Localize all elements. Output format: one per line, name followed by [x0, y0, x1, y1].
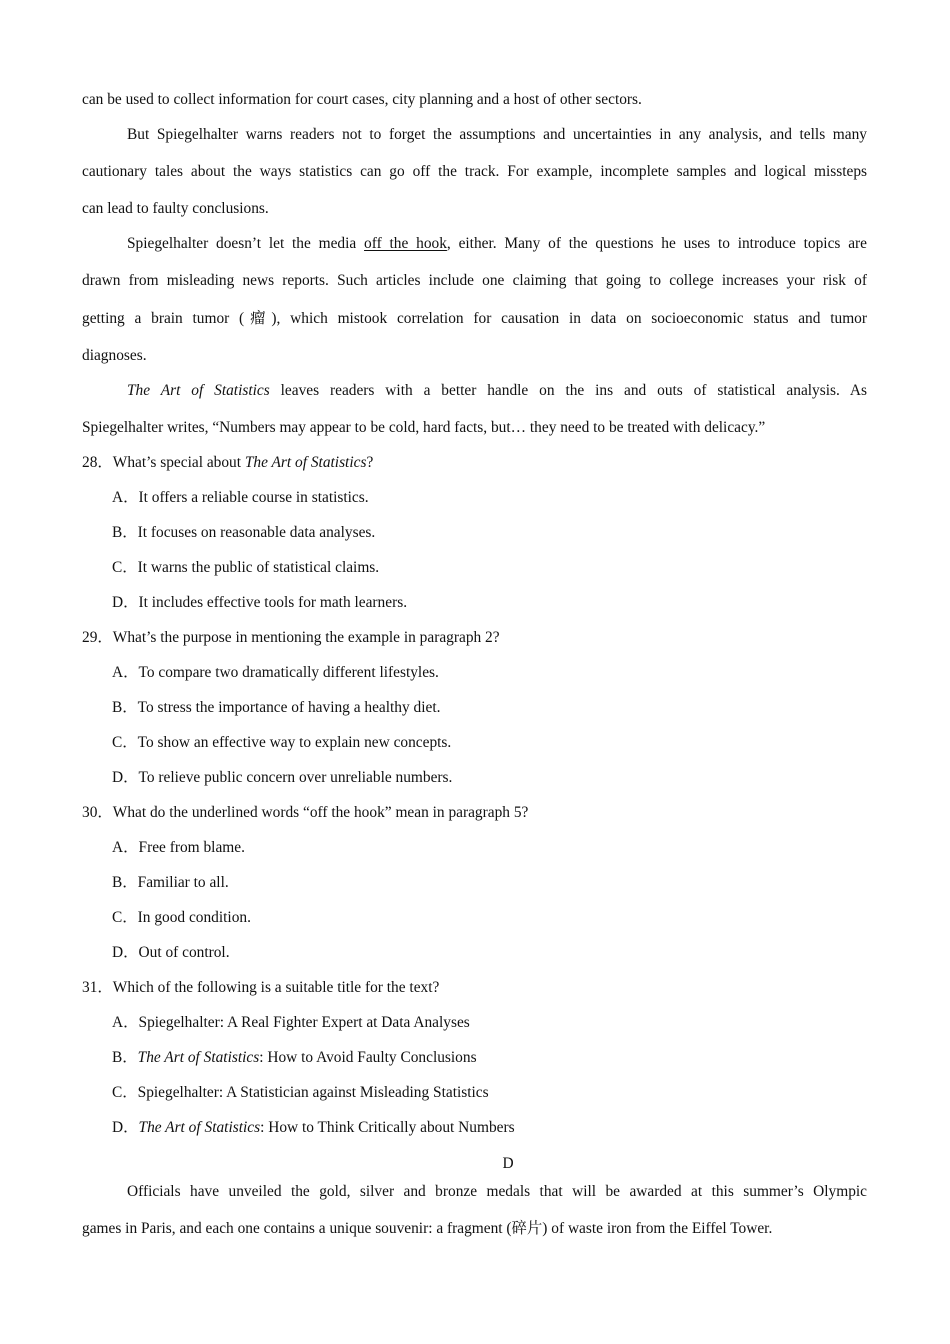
- option-letter: A．: [112, 839, 139, 856]
- option-text: To relieve public concern over unreliable numbers.: [138, 769, 453, 786]
- option-text: To stress the importance of having a healthy diet.: [137, 699, 441, 716]
- option-30-b: [112, 873, 867, 893]
- paragraph-2-line-3: can lead to faulty conclusions.: [82, 200, 269, 217]
- section-heading-d: D: [502, 1155, 514, 1172]
- option-letter: C．: [112, 1084, 138, 1101]
- option-text: Free from blame.: [138, 839, 245, 856]
- paragraph-2-line-1: But Spiegelhalter warns readers not to forget the assumptions and uncertainties in any analysis, and tells many: [127, 126, 867, 143]
- question-number: 29．: [82, 629, 113, 646]
- option-text: It warns the public of statistical claims.: [137, 559, 380, 576]
- question-stem: What’s special about: [112, 454, 245, 471]
- paragraph-3-text: Spiegelhalter doesn’t let the media: [127, 235, 365, 252]
- paragraph-3-text: , either. Many of the questions he uses to introduce topics are: [446, 235, 867, 252]
- question-stem: What do the underlined words “off the hook” mean in paragraph 5?: [112, 804, 529, 821]
- book-title: The Art of Statistics: [127, 382, 270, 399]
- question-stem: What’s the purpose in mentioning the example in paragraph 2?: [112, 629, 500, 646]
- option-letter: B．: [112, 524, 138, 541]
- option-letter: D．: [112, 944, 139, 961]
- option-text: To show an effective way to explain new concepts.: [137, 734, 452, 751]
- option-31-a: [112, 1013, 867, 1033]
- option-text: In good condition.: [137, 909, 251, 926]
- option-text: It offers a reliable course in statistics.: [138, 489, 369, 506]
- option-28-d: [112, 593, 867, 613]
- option-text: It includes effective tools for math learners.: [138, 594, 408, 611]
- option-letter: A．: [112, 489, 139, 506]
- option-letter: A．: [112, 664, 139, 681]
- question-29: [82, 628, 867, 648]
- option-29-a: [112, 663, 867, 683]
- option-31-b: [112, 1048, 867, 1068]
- paragraph-3-line-2: drawn from misleading news reports. Such articles include one claiming that going to college increases your risk of: [82, 272, 867, 289]
- passage-d-line-1: Officials have unveiled the gold, silver and bronze medals that will be awarded at this summer’s Olympic: [127, 1183, 867, 1200]
- question-number: 30．: [82, 804, 113, 821]
- book-title: The Art of Statistics: [244, 454, 367, 471]
- option-29-b: [112, 698, 867, 718]
- option-letter: A．: [112, 1014, 139, 1031]
- option-letter: C．: [112, 559, 138, 576]
- question-stem: ?: [366, 454, 374, 471]
- option-letter: B．: [112, 699, 138, 716]
- book-title: The Art of Statistics: [138, 1119, 261, 1136]
- paragraph-3-line-4: diagnoses.: [82, 347, 147, 364]
- option-31-c: [112, 1083, 867, 1103]
- option-28-c: [112, 558, 867, 578]
- option-30-d: [112, 943, 867, 963]
- option-29-d: [112, 768, 867, 788]
- option-text: : How to Think Critically about Numbers: [260, 1119, 515, 1136]
- option-text: : How to Avoid Faulty Conclusions: [259, 1049, 477, 1066]
- passage-d-line-2: games in Paris, and each one contains a unique souvenir: a fragment (碎片) of waste iron from the Eiffel Tower.: [82, 1220, 773, 1237]
- paragraph-1-tail: can be used to collect information for court cases, city planning and a host of other sectors.: [82, 91, 642, 108]
- paragraph-2-line-2: cautionary tales about the ways statistics can go off the track. For example, incomplete samples and logical missteps: [82, 163, 867, 180]
- option-text: Spiegelhalter: A Real Fighter Expert at Data Analyses: [138, 1014, 470, 1031]
- option-31-d: [112, 1118, 867, 1138]
- option-letter: D．: [112, 1119, 139, 1136]
- option-text: Out of control.: [138, 944, 230, 961]
- option-text: It focuses on reasonable data analyses.: [137, 524, 376, 541]
- option-30-a: [112, 838, 867, 858]
- book-title: The Art of Statistics: [137, 1049, 260, 1066]
- underlined-phrase: off the hook: [364, 235, 447, 252]
- question-30: [82, 803, 867, 823]
- option-29-c: [112, 733, 867, 753]
- question-31: [82, 978, 867, 998]
- paragraph-4-line-2: Spiegelhalter writes, “Numbers may appear to be cold, hard facts, but… they need to be treated with delicacy.”: [82, 419, 766, 436]
- question-number: 31．: [82, 979, 113, 996]
- question-stem: Which of the following is a suitable title for the text?: [112, 979, 440, 996]
- paragraph-3-line-3: getting a brain tumor (瘤), which mistook correlation for causation in data on socioeconomic status and tumor: [82, 310, 867, 327]
- option-28-a: [112, 488, 867, 508]
- option-letter: D．: [112, 769, 139, 786]
- question-number: 28．: [82, 454, 113, 471]
- option-letter: C．: [112, 734, 138, 751]
- option-text: To compare two dramatically different lifestyles.: [138, 664, 439, 681]
- paragraph-3-line-1: [127, 234, 867, 254]
- paragraph-4-text: leaves readers with a better handle on the ins and outs of statistical analysis. As: [269, 382, 868, 399]
- option-text: Spiegelhalter: A Statistician against Misleading Statistics: [137, 1084, 489, 1101]
- option-30-c: [112, 908, 867, 928]
- option-letter: D．: [112, 594, 139, 611]
- question-28: [82, 453, 867, 473]
- option-letter: B．: [112, 1049, 138, 1066]
- option-28-b: [112, 523, 867, 543]
- option-text: Familiar to all.: [137, 874, 229, 891]
- option-letter: C．: [112, 909, 138, 926]
- paragraph-4-line-1: [127, 381, 867, 401]
- option-letter: B．: [112, 874, 138, 891]
